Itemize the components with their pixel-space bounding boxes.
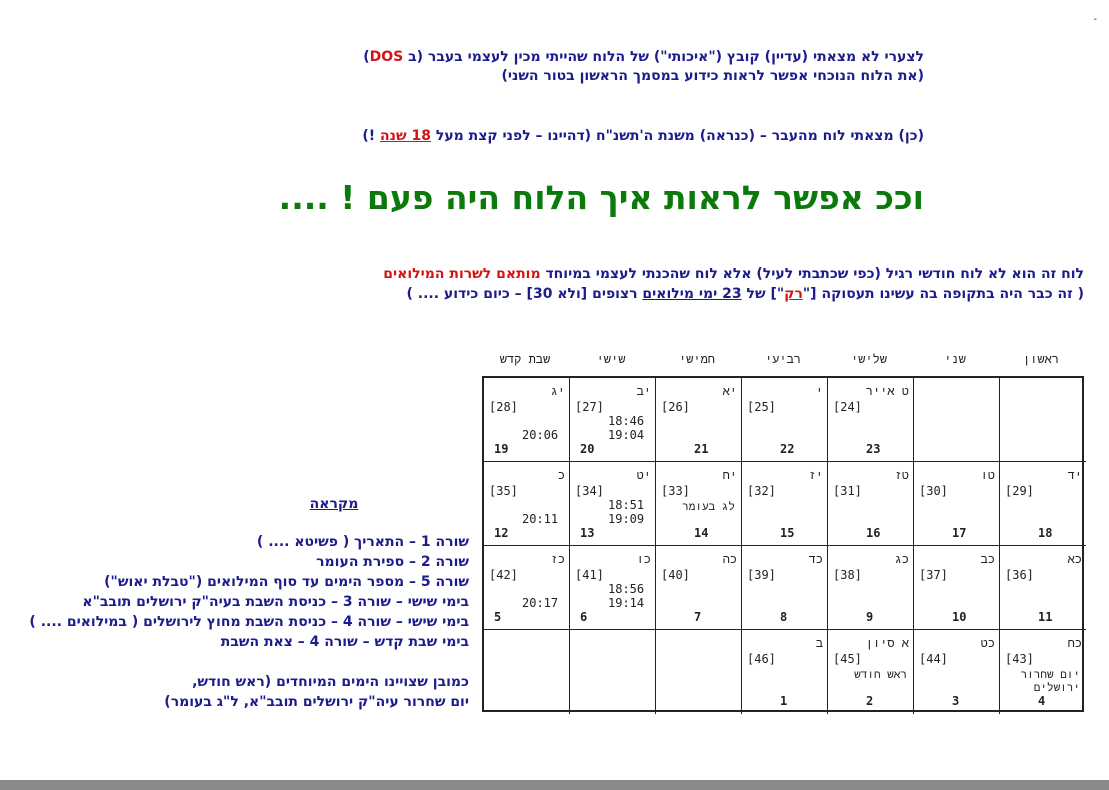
- omer-count: [25]: [747, 400, 776, 414]
- hebrew-date: כח: [1067, 636, 1082, 650]
- description-paragraph: [4, 264, 1084, 304]
- days-left: 9: [866, 610, 874, 624]
- day-header: שלישי: [850, 352, 887, 366]
- hebrew-date: כו: [636, 552, 651, 566]
- legend-line: בימי שישי – שורה 4 – כניסת השבת מחוץ לירושלים ( במילואים .... ): [29, 614, 469, 630]
- omer-count: [42]: [489, 568, 518, 582]
- calendar-cell: [914, 630, 1000, 714]
- reserve-duty-highlight: מותאם לשרות המילואים: [383, 266, 541, 282]
- hebrew-date: כה: [722, 552, 737, 566]
- calendar-cell: [828, 546, 914, 630]
- days-left: 5: [494, 610, 502, 624]
- days-left: 7: [694, 610, 702, 624]
- omer-count: [46]: [747, 652, 776, 666]
- calendar-cell: [742, 462, 828, 546]
- shabbat-exit: 20:11: [522, 512, 559, 526]
- days-left: 11: [1038, 610, 1053, 624]
- days-left: 13: [580, 526, 595, 540]
- omer-count: [41]: [575, 568, 604, 582]
- shabbat-entry-jerusalem: 18:46: [608, 414, 645, 428]
- omer-count: [29]: [1005, 484, 1034, 498]
- description-line-2-c: רצופים [ולא 30] – כיום כידוע .... ): [406, 286, 643, 302]
- calendar-cell: [914, 462, 1000, 546]
- shabbat-exit: 20:06: [522, 428, 559, 442]
- hebrew-date: יא: [722, 384, 737, 398]
- found-18: 18: [411, 128, 431, 144]
- hebrew-date: יט: [636, 468, 651, 482]
- omer-count: [31]: [833, 484, 862, 498]
- omer-count: [35]: [489, 484, 518, 498]
- calendar-grid: [482, 376, 1084, 712]
- hebrew-date: א סיון: [865, 636, 909, 650]
- calendar-cell: [484, 378, 570, 462]
- days-23-highlight: 23 ימי מילואים: [642, 286, 742, 302]
- omer-count: [43]: [1005, 652, 1034, 666]
- shabbat-entry-outside: 19:09: [608, 512, 645, 526]
- intro-line-1-text: לצערי לא מצאתי (עדיין) קובץ ("איכותי") של הלוח שהייתי מכין לעצמי בעבר (ב: [403, 49, 924, 65]
- calendar-cell: [656, 378, 742, 462]
- hebrew-date: כג: [894, 552, 909, 566]
- calendar-cell: [828, 378, 914, 462]
- calendar-cell: [570, 462, 656, 546]
- omer-count: [32]: [747, 484, 776, 498]
- days-left: 10: [952, 610, 967, 624]
- days-left: 15: [780, 526, 795, 540]
- day-header: שישי: [596, 352, 626, 366]
- omer-count: [39]: [747, 568, 776, 582]
- calendar-cell: [570, 546, 656, 630]
- hebrew-date: יג: [550, 384, 565, 398]
- omer-count: [34]: [575, 484, 604, 498]
- legend-line: יום שחרור עיה"ק ירושלים תובב"א, ל"ג בעומר): [164, 694, 469, 710]
- days-left: 8: [780, 610, 788, 624]
- calendar-cell: [1000, 462, 1086, 546]
- hebrew-date: טז: [894, 468, 909, 482]
- legend-line: שורה 1 – התאריך ( פשיטא .... ): [256, 534, 469, 550]
- omer-count: [38]: [833, 568, 862, 582]
- special-day-note: ראש חודש: [854, 668, 907, 681]
- hebrew-date: כא: [1067, 552, 1082, 566]
- days-left: 4: [1038, 694, 1046, 708]
- found-end: !): [362, 128, 381, 144]
- bottom-bar: [0, 780, 1109, 790]
- special-day-note: לג בעומר: [682, 500, 735, 513]
- omer-count: [45]: [833, 652, 862, 666]
- calendar-cell: [656, 546, 742, 630]
- legend-line: בימי שישי – שורה 3 – כניסת השבת בעיה"ק ירושלים תובב"א: [82, 594, 469, 610]
- omer-count: [36]: [1005, 568, 1034, 582]
- calendar-cell: [1000, 546, 1086, 630]
- special-day-note: יום שחרור ירושלים: [1020, 668, 1080, 694]
- days-left: 14: [694, 526, 709, 540]
- hebrew-date: יד: [1067, 468, 1082, 482]
- calendar-cell: [742, 378, 828, 462]
- hebrew-date: יב: [636, 384, 651, 398]
- day-header: חמישי: [678, 352, 715, 366]
- legend-line: כמובן שצויינו הימים המיוחדים (ראש חודש,: [192, 674, 469, 690]
- calendar-cell: [1000, 630, 1086, 714]
- days-left: 1: [780, 694, 788, 708]
- days-left: 12: [494, 526, 509, 540]
- calendar-cell: [570, 378, 656, 462]
- shabbat-entry-jerusalem: 18:51: [608, 498, 645, 512]
- hebrew-date: ב: [815, 636, 823, 650]
- found-line: [24, 128, 924, 144]
- days-left: 2: [866, 694, 874, 708]
- hebrew-date: כב: [980, 552, 995, 566]
- calendar-cell: [828, 630, 914, 714]
- rak-highlight: רק: [784, 286, 803, 302]
- intro-line-1: [24, 48, 924, 67]
- day-header: שבת קדש: [499, 352, 551, 366]
- calendar-cell: [828, 462, 914, 546]
- hebrew-date: טו: [980, 468, 995, 482]
- calendar-cell: [656, 462, 742, 546]
- day-header: רביעי: [764, 352, 801, 366]
- found-years: שנה: [380, 128, 412, 144]
- omer-count: [26]: [661, 400, 690, 414]
- hebrew-date: ט אייר: [865, 384, 909, 398]
- days-left: 22: [780, 442, 795, 456]
- intro-line-2: (את הלוח הנוכחי אפשר לראות כידוע במסמך הראשון בטור השני): [501, 68, 924, 84]
- omer-count: [44]: [919, 652, 948, 666]
- hebrew-date: כט: [980, 636, 995, 650]
- shabbat-exit: 20:17: [522, 596, 559, 610]
- days-left: 3: [952, 694, 960, 708]
- calendar-cell: [914, 546, 1000, 630]
- calendar-cell: [656, 630, 742, 714]
- day-header: ראשון: [1022, 352, 1059, 366]
- intro-line-1-end: ): [363, 49, 370, 65]
- hebrew-date: כ: [557, 468, 565, 482]
- intro-paragraph: [24, 48, 924, 86]
- omer-count: [40]: [661, 568, 690, 582]
- shabbat-entry-jerusalem: 18:56: [608, 582, 645, 596]
- description-line-1: [4, 264, 1084, 284]
- hebrew-date: יח: [722, 468, 737, 482]
- calendar-cell: [1000, 378, 1086, 462]
- calendar-cell: [742, 546, 828, 630]
- calendar-cell: [484, 630, 570, 714]
- omer-count: [28]: [489, 400, 518, 414]
- legend-title: מקראה: [309, 496, 359, 512]
- calendar-cell: [484, 462, 570, 546]
- hebrew-date: כד: [808, 552, 823, 566]
- calendar-cell: [742, 630, 828, 714]
- days-left: 6: [580, 610, 588, 624]
- days-left: 19: [494, 442, 509, 456]
- found-text: (כן) מצאתי לוח מהעבר – (כנראה) משנת ה'תשנ"ח (דהיינו – לפני קצת מעל: [430, 128, 924, 144]
- legend-spacer: [0, 652, 469, 672]
- description-line-2: [4, 284, 1084, 304]
- hebrew-date: י: [815, 384, 823, 398]
- dos-highlight: DOS: [369, 49, 404, 65]
- description-line-2-a: ( זה כבר היה בתקופה בה עשינו תעסוקה [": [802, 286, 1084, 302]
- days-left: 21: [694, 442, 709, 456]
- description-line-2-b: "] של: [741, 286, 785, 302]
- days-left: 16: [866, 526, 881, 540]
- omer-count: [30]: [919, 484, 948, 498]
- omer-count: [33]: [661, 484, 690, 498]
- calendar-cell: [484, 546, 570, 630]
- hebrew-date: כז: [550, 552, 565, 566]
- calendar-day-headers: [482, 352, 1086, 376]
- hebrew-date: יז: [808, 468, 823, 482]
- legend-line: בימי שבת קדש – שורה 4 – צאת השבת: [220, 634, 469, 650]
- days-left: 18: [1038, 526, 1053, 540]
- corner-mark: -: [1093, 14, 1097, 25]
- description-line-1-text: לוח זה הוא לא לוח חודשי רגיל (כפי שכתבתי לעיל) אלא לוח שהכנתי לעצמי במיוחד: [540, 266, 1084, 282]
- calendar-cell: [570, 630, 656, 714]
- shabbat-entry-outside: 19:14: [608, 596, 645, 610]
- omer-count: [24]: [833, 400, 862, 414]
- calendar-cell: [914, 378, 1000, 462]
- omer-count: [37]: [919, 568, 948, 582]
- days-left: 20: [580, 442, 595, 456]
- legend: [0, 494, 469, 712]
- days-left: 17: [952, 526, 967, 540]
- day-header: שני: [944, 352, 966, 366]
- legend-line: שורה 2 – ספירת העומר: [316, 554, 469, 570]
- legend-line: שורה 5 – מספר הימים עד סוף המילואים ("טבלת יאוש"): [104, 574, 469, 590]
- shabbat-entry-outside: 19:04: [608, 428, 645, 442]
- omer-count: [27]: [575, 400, 604, 414]
- headline: וככ אפשר לראות איך הלוח היה פעם ! ....: [278, 178, 924, 217]
- days-left: 23: [866, 442, 881, 456]
